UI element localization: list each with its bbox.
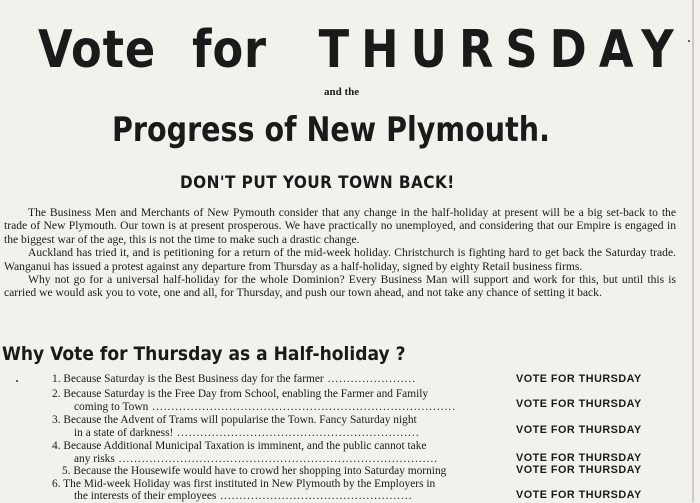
reason-continuation: the interests of their employees ..................................................	[74, 490, 413, 502]
reason-item	[52, 373, 416, 386]
subheadline: Progress of New Plymouth.	[112, 110, 550, 150]
dot-leader: .......................	[323, 373, 417, 385]
reason-text: 1. Because Saturday is the Best Business day for the farmer	[52, 373, 324, 385]
vote-label: VOTE FOR THURSDAY	[516, 373, 642, 385]
reason-item	[52, 414, 417, 427]
page-edge	[692, 0, 694, 502]
reason-item	[52, 440, 426, 453]
paragraph: Why not go for a universal half-holiday for the whole Dominion? Every Business Man will support and work for this, but until this is carried we would ask you to vote, one and all, for Thursday, and push our town ahead, and not take any chance of setting it back.	[4, 273, 676, 300]
reason-continuation: any risks ...................................................................................	[74, 453, 439, 465]
vote-label: VOTE FOR THURSDAY	[516, 452, 642, 464]
vote-label: VOTE FOR THURSDAY	[516, 398, 642, 410]
headline-for: for	[192, 20, 267, 80]
headline-thursday: THURSDAY	[318, 20, 686, 80]
headline	[38, 14, 686, 86]
section-heading: Why Vote for Thursday as a Half-holiday ?	[2, 343, 406, 365]
reason-text: 4. Because Additional Municipal Taxation is imminent, and the public cannot take	[52, 440, 427, 452]
reason-item	[62, 465, 446, 478]
paragraph: Auckland has tried it, and is petitioning for a return of the mid-week holiday. Christchurch is fighting hard to get back the Saturday trade. Wanganui has issued a protest against any departure from Thursday as a half-holiday, signed by eighty Retail business firms.	[4, 246, 676, 273]
connector-text: and the	[324, 86, 360, 98]
body-paragraphs	[4, 206, 676, 300]
vote-label: VOTE FOR THURSDAY	[516, 489, 642, 501]
reasons-list	[0, 370, 700, 502]
reason-text: 5. Because the Housewife would have to crowd her shopping into Saturday morning	[62, 465, 447, 477]
reason-text: 3. Because the Advent of Trams will popularise the Town. Fancy Saturday night	[52, 414, 417, 426]
slogan: DON'T PUT YOUR TOWN BACK!	[180, 173, 455, 193]
reason-continuation: in a state of darkness! ...............................................................	[74, 427, 420, 439]
reason-text: 2. Because Saturday is the Free Day from School, enabling the Farmer and Family	[52, 388, 429, 400]
reason-item	[52, 388, 428, 401]
vote-label: VOTE FOR THURSDAY	[516, 464, 642, 476]
print-speck	[16, 380, 18, 382]
reason-continuation: coming to Town ...............................................................................	[74, 401, 457, 413]
reason-item	[52, 478, 435, 491]
vote-label: VOTE FOR THURSDAY	[516, 424, 642, 436]
print-speck	[688, 40, 690, 42]
reason-text: 6. The Mid-week Holiday was first instituted in New Plymouth by the Employers in	[52, 478, 436, 490]
paragraph: The Business Men and Merchants of New Pymouth consider that any change in the half-holiday at present will be a big set-back to the trade of New Plymouth. Our town is at present prosperous. We have practically no unemployed, and considering that our Empire is engaged in the biggest war of the age, this is not the time to make such a drastic change.	[4, 206, 676, 246]
headline-vote: Vote	[38, 20, 157, 80]
